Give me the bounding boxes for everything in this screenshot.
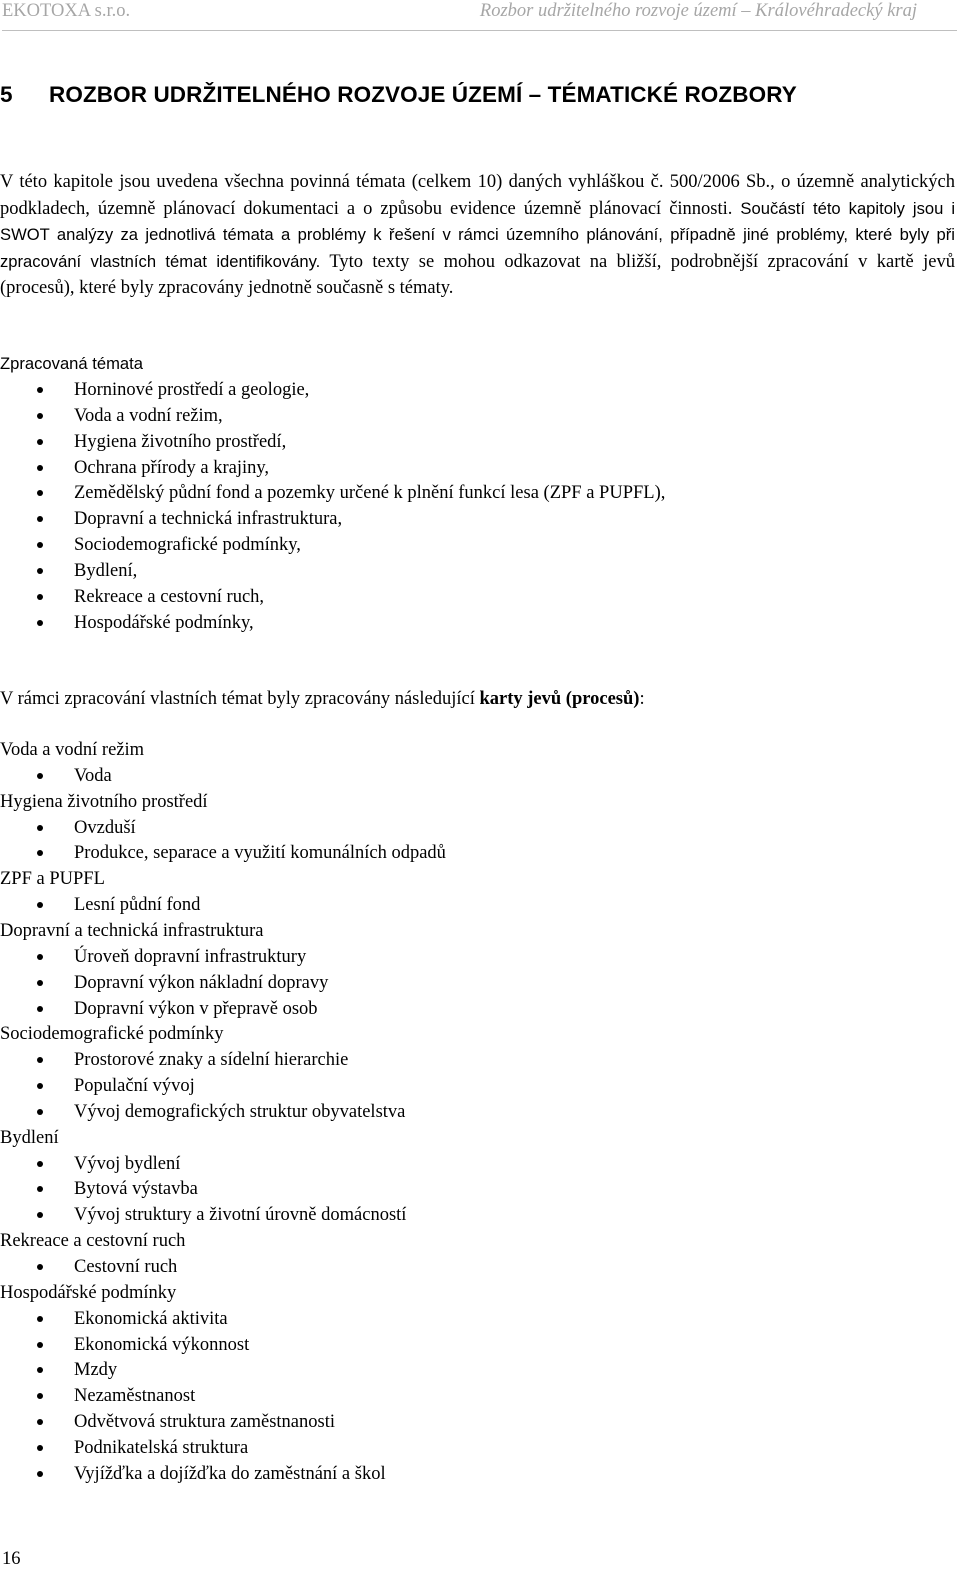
bullet-icon bbox=[37, 850, 43, 856]
list-item-label: Nezaměstnanost bbox=[74, 1386, 196, 1406]
list-item-label: Vývoj bydlení bbox=[74, 1154, 181, 1174]
list-item-label: Hygiena životního prostředí, bbox=[74, 432, 287, 452]
list-item-label: Odvětvová struktura zaměstnanosti bbox=[74, 1412, 335, 1432]
bullet-icon bbox=[37, 902, 43, 908]
list-item-label: Horninové prostředí a geologie, bbox=[74, 380, 310, 400]
card-group-title: Rekreace a cestovní ruch bbox=[0, 1231, 186, 1251]
bullet-icon bbox=[37, 439, 43, 445]
bullet-icon bbox=[37, 1264, 43, 1270]
list-item-label: Prostorové znaky a sídelní hierarchie bbox=[74, 1050, 349, 1070]
list-item-label: Populační vývoj bbox=[74, 1076, 195, 1096]
card-group-title: Voda a vodní režim bbox=[0, 740, 145, 760]
list-item-label: Ekonomická aktivita bbox=[74, 1309, 228, 1329]
header-rule bbox=[2, 30, 957, 31]
bullet-icon bbox=[37, 1006, 43, 1012]
bullet-icon bbox=[37, 387, 43, 393]
bullet-icon bbox=[37, 1109, 43, 1115]
list-item-label: Úroveň dopravní infrastruktury bbox=[74, 947, 307, 967]
bullet-icon bbox=[37, 1393, 43, 1399]
card-group-title: Bydlení bbox=[0, 1128, 59, 1148]
cards-intro-suffix: : bbox=[639, 689, 645, 709]
card-group-title: Hygiena životního prostředí bbox=[0, 792, 208, 812]
bullet-icon bbox=[37, 490, 43, 496]
bullet-icon bbox=[37, 1419, 43, 1425]
card-group-title: ZPF a PUPFL bbox=[0, 869, 105, 889]
list-item-label: Rekreace a cestovní ruch, bbox=[74, 587, 265, 607]
card-group-title: Hospodářské podmínky bbox=[0, 1283, 177, 1303]
bullet-icon bbox=[37, 1161, 43, 1167]
bullet-icon bbox=[37, 413, 43, 419]
list-item-label: Bytová výstavba bbox=[74, 1179, 198, 1199]
list-item-label: Cestovní ruch bbox=[74, 1257, 178, 1277]
intro-text-2: Součástí této kapitoly jsou i SWOT analýzy za jednotlivá témata a problémy k řešení v rámci územního plánování, případně jiné problémy, které byly při zpracování vlastních témat identifikovány. bbox=[0, 198, 956, 272]
chapter-title: ROZBOR UDRŽITELNÉHO ROZVOJE ÚZEMÍ – TÉMATICKÉ ROZBORY bbox=[49, 82, 797, 107]
topics-heading: Zpracovaná témata bbox=[0, 354, 143, 373]
list-item-label: Dopravní výkon v přepravě osob bbox=[74, 999, 318, 1019]
bullet-icon bbox=[37, 516, 43, 522]
cards-intro-bold: karty jevů (procesů) bbox=[479, 689, 640, 709]
list-item-label: Lesní půdní fond bbox=[74, 895, 201, 915]
bullet-icon bbox=[37, 542, 43, 548]
bullet-icon bbox=[37, 825, 43, 831]
intro-paragraph bbox=[0, 170, 955, 302]
bullet-icon bbox=[37, 594, 43, 600]
list-item-label: Vyjížďka a dojížďka do zaměstnání a škol bbox=[74, 1464, 386, 1484]
list-item-label: Sociodemografické podmínky, bbox=[74, 535, 301, 555]
bullet-icon bbox=[37, 1057, 43, 1063]
bullet-icon bbox=[37, 980, 43, 986]
bullet-icon bbox=[37, 568, 43, 574]
bullet-icon bbox=[37, 1316, 43, 1322]
list-item-label: Mzdy bbox=[74, 1360, 118, 1380]
bullet-icon bbox=[37, 1367, 43, 1373]
list-item-label: Voda a vodní režim, bbox=[74, 406, 223, 426]
intro-text-3: Tyto texty se mohou odkazovat na bližší, podrobnější zpracování v kartě jevů (procesů), které byly zpracovány jednotně současně s tématy. bbox=[0, 252, 955, 298]
bullet-icon bbox=[37, 1445, 43, 1451]
bullet-icon bbox=[37, 1186, 43, 1192]
list-item-label: Bydlení, bbox=[74, 561, 138, 581]
card-group-title: Dopravní a technická infrastruktura bbox=[0, 921, 264, 941]
bullet-icon bbox=[37, 1471, 43, 1477]
list-item-label: Ovzduší bbox=[74, 818, 136, 838]
list-item-label: Dopravní výkon nákladní dopravy bbox=[74, 973, 329, 993]
intro-text-1: V této kapitole jsou uvedena všechna povinná témata (celkem 10) daných vyhláškou č. 500/2006 Sb., o územně analytických podkladech, územně plánovací dokumentaci a o způsobu evidence územně plánovací činnosti. bbox=[0, 172, 955, 219]
bullet-icon bbox=[37, 1083, 43, 1089]
bullet-icon bbox=[37, 773, 43, 779]
cards-intro bbox=[0, 686, 645, 712]
list-item-label: Zemědělský půdní fond a pozemky určené k plnění funkcí lesa (ZPF a PUPFL), bbox=[74, 483, 666, 503]
list-item-label: Ochrana přírody a krajiny, bbox=[74, 458, 270, 478]
header-company: EKOTOXA s.r.o. bbox=[2, 1, 131, 21]
bullet-icon bbox=[37, 1212, 43, 1218]
list-item-label: Dopravní a technická infrastruktura, bbox=[74, 509, 343, 529]
page-number: 16 bbox=[2, 1549, 21, 1569]
list-item-label: Produkce, separace a využití komunálních odpadů bbox=[74, 843, 446, 863]
cards-intro-prefix: V rámci zpracování vlastních témat byly zpracovány následující bbox=[0, 689, 480, 709]
list-item-label: Podnikatelská struktura bbox=[74, 1438, 249, 1458]
bullet-icon bbox=[37, 620, 43, 626]
bullet-icon bbox=[37, 954, 43, 960]
bullet-icon bbox=[37, 465, 43, 471]
card-group-title: Sociodemografické podmínky bbox=[0, 1024, 224, 1044]
list-item-label: Voda bbox=[74, 766, 112, 786]
bullet-icon bbox=[37, 1342, 43, 1348]
list-item-label: Vývoj demografických struktur obyvatelstva bbox=[74, 1102, 406, 1122]
list-item-label: Vývoj struktury a životní úrovně domácností bbox=[74, 1205, 407, 1225]
running-header bbox=[0, 0, 960, 22]
chapter-number: 5 bbox=[0, 82, 13, 107]
header-document-title: Rozbor udržitelného rozvoje území – Královéhradecký kraj bbox=[479, 1, 917, 21]
list-item-label: Hospodářské podmínky, bbox=[74, 613, 254, 633]
list-item-label: Ekonomická výkonnost bbox=[74, 1335, 250, 1355]
